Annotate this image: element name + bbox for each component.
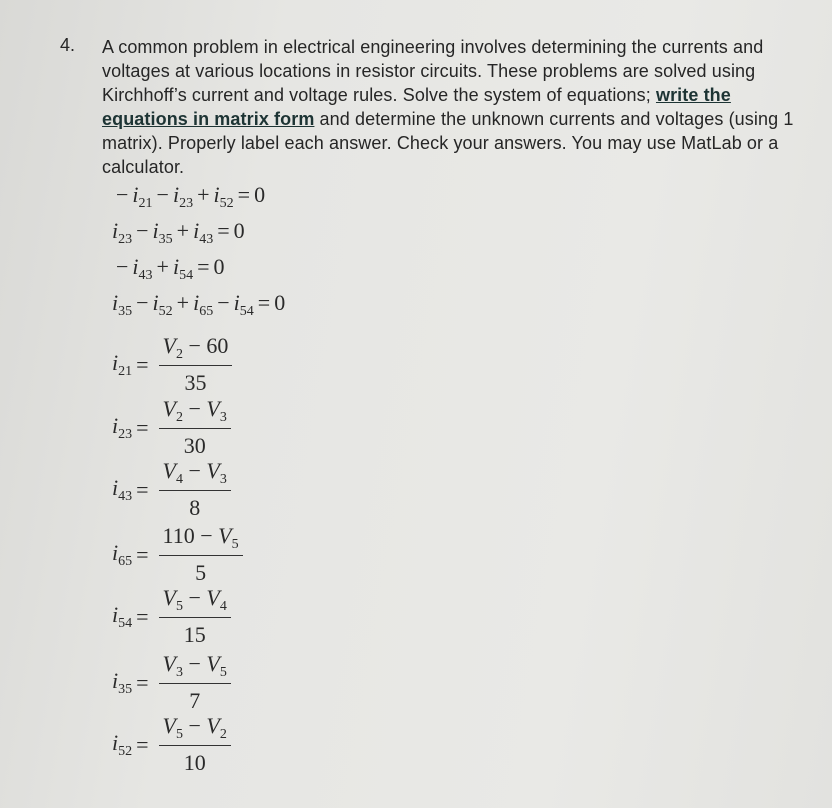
numerator xyxy=(159,585,231,618)
fraction xyxy=(159,585,231,648)
operator: − xyxy=(136,218,149,243)
fraction xyxy=(159,713,231,776)
fraction xyxy=(159,458,231,521)
denominator: 5 xyxy=(195,560,207,585)
kcl-equation xyxy=(112,290,285,320)
variable xyxy=(112,475,132,505)
numerator xyxy=(159,396,231,429)
operator: + xyxy=(197,182,210,207)
variable-subscript: 2 xyxy=(176,410,183,425)
variable-symbol: V xyxy=(162,713,176,738)
variable-symbol: i xyxy=(112,218,119,243)
fraction xyxy=(159,523,243,586)
variable-subscript: 35 xyxy=(118,304,133,319)
variable xyxy=(152,218,173,247)
constant: 0 xyxy=(213,254,225,279)
variable xyxy=(233,290,254,319)
variable-subscript: 35 xyxy=(158,232,173,247)
variable xyxy=(162,651,183,680)
variable xyxy=(152,290,173,319)
kcl-equation xyxy=(112,218,245,248)
numerator-text: − 60 xyxy=(183,333,229,358)
variable xyxy=(162,396,183,425)
equals-sign: = xyxy=(136,731,149,757)
denominator: 30 xyxy=(183,433,206,458)
variable-subscript: 65 xyxy=(118,553,133,569)
variable xyxy=(206,651,227,680)
numerator-text: 110 − xyxy=(162,523,219,548)
constant: 0 xyxy=(233,218,245,243)
variable-subscript: 52 xyxy=(158,304,173,319)
equals-sign: = xyxy=(136,669,149,695)
variable-symbol: V xyxy=(206,396,220,421)
variable-symbol: i xyxy=(193,218,200,243)
variable xyxy=(162,713,183,742)
variable xyxy=(193,290,214,319)
variable-symbol: i xyxy=(193,290,200,315)
variable xyxy=(132,254,153,283)
constant: 0 xyxy=(254,182,266,207)
variable-symbol: i xyxy=(112,729,119,755)
numerator xyxy=(159,333,233,366)
variable-subscript: 4 xyxy=(176,472,183,487)
variable-subscript: 21 xyxy=(118,363,133,379)
variable xyxy=(112,350,132,380)
current-equation xyxy=(112,396,231,459)
operator: − xyxy=(217,290,230,315)
variable-subscript: 43 xyxy=(118,488,133,504)
variable xyxy=(132,182,153,211)
denominator: 7 xyxy=(189,688,201,713)
operator: − xyxy=(116,254,129,279)
kcl-equation xyxy=(112,182,265,212)
current-equation xyxy=(112,713,231,776)
variable-symbol: V xyxy=(206,651,220,676)
numerator-text: − xyxy=(183,458,207,483)
equals-sign: = xyxy=(136,603,149,629)
numerator xyxy=(159,651,231,684)
variable-subscript: 23 xyxy=(179,196,194,211)
variable-symbol: i xyxy=(213,182,220,207)
variable xyxy=(172,254,194,283)
variable xyxy=(218,523,239,552)
variable-symbol: V xyxy=(206,585,220,610)
numerator-text: − xyxy=(183,713,207,738)
variable-subscript: 5 xyxy=(176,727,183,742)
variable-symbol: i xyxy=(152,290,159,315)
variable-subscript: 2 xyxy=(219,727,227,742)
variable-subscript: 52 xyxy=(219,196,234,211)
fraction xyxy=(159,651,231,714)
current-equation xyxy=(112,523,243,586)
variable-symbol: i xyxy=(112,601,119,627)
variable-subscript: 43 xyxy=(199,232,214,247)
problem-number: 4. xyxy=(60,35,76,55)
numerator xyxy=(159,713,231,746)
variable-subscript: 23 xyxy=(118,232,133,247)
numerator-text: − xyxy=(183,651,207,676)
variable-symbol: V xyxy=(206,458,220,483)
numerator xyxy=(159,458,231,491)
variable-subscript: 4 xyxy=(219,599,227,614)
operator: − xyxy=(156,182,169,207)
variable-subscript: 5 xyxy=(231,537,239,552)
fraction xyxy=(159,396,231,459)
denominator: 10 xyxy=(183,750,206,775)
operator: + xyxy=(156,254,169,279)
variable xyxy=(112,218,133,247)
variable xyxy=(206,458,227,487)
operator: − xyxy=(136,290,149,315)
variable-symbol: V xyxy=(218,523,232,548)
variable-symbol: i xyxy=(112,412,119,438)
current-equation xyxy=(112,651,231,714)
variable-subscript: 3 xyxy=(219,472,227,487)
variable xyxy=(112,730,132,760)
variable-symbol: i xyxy=(152,218,159,243)
variable-symbol: V xyxy=(162,585,176,610)
variable-symbol: i xyxy=(172,254,180,279)
variable-symbol: i xyxy=(233,290,240,315)
variable-symbol: V xyxy=(206,713,220,738)
constant: 0 xyxy=(274,290,286,315)
operator: − xyxy=(116,182,129,207)
variable xyxy=(162,458,183,487)
equals-sign: = xyxy=(136,541,149,567)
denominator: 15 xyxy=(183,622,206,647)
problem-statement xyxy=(102,35,802,179)
variable xyxy=(112,668,132,698)
operator: = xyxy=(197,254,210,279)
variable-subscript: 5 xyxy=(176,599,183,614)
variable xyxy=(162,333,183,362)
variable-subscript: 35 xyxy=(118,681,133,697)
variable-subscript: 5 xyxy=(219,665,227,680)
variable-symbol: i xyxy=(112,349,119,375)
current-equation xyxy=(112,585,231,648)
equals-sign: = xyxy=(136,351,149,377)
denominator: 35 xyxy=(184,370,207,395)
variable-subscript: 2 xyxy=(176,347,183,362)
operator: = xyxy=(237,182,251,207)
variable-symbol: i xyxy=(112,539,119,565)
operator: + xyxy=(176,218,190,243)
variable-symbol: i xyxy=(112,474,119,500)
denominator: 8 xyxy=(189,495,201,520)
variable-subscript: 54 xyxy=(239,304,254,319)
variable-subscript: 3 xyxy=(176,665,183,680)
variable-subscript: 3 xyxy=(219,410,227,425)
variable-symbol: i xyxy=(112,290,119,315)
variable xyxy=(112,540,132,570)
variable-symbol: i xyxy=(132,254,139,279)
statement-text: and determine the unknown currents and voltages (using 1 matrix). Properly label each answer. Check your answers. You may use MatLab or a calculator. xyxy=(102,109,794,177)
variable-symbol: i xyxy=(172,182,180,207)
fraction xyxy=(159,333,233,396)
numerator-text: − xyxy=(183,585,207,610)
equals-sign: = xyxy=(136,414,149,440)
numerator xyxy=(159,523,243,556)
variable-subscript: 21 xyxy=(138,196,153,211)
variable xyxy=(112,290,133,319)
kcl-equation xyxy=(112,254,225,284)
variable xyxy=(193,218,214,247)
variable-subscript: 52 xyxy=(118,743,133,759)
variable xyxy=(172,182,194,211)
variable-symbol: V xyxy=(162,651,176,676)
variable xyxy=(112,413,132,443)
variable-symbol: V xyxy=(162,333,176,358)
operator: = xyxy=(217,218,230,243)
variable-symbol: V xyxy=(162,396,176,421)
variable xyxy=(112,602,132,632)
current-equation xyxy=(112,458,231,521)
variable-subscript: 54 xyxy=(118,615,133,631)
variable-symbol: V xyxy=(162,458,176,483)
variable-subscript: 23 xyxy=(118,426,133,442)
variable xyxy=(206,585,227,614)
current-equation xyxy=(112,333,232,396)
variable-subscript: 43 xyxy=(138,268,153,283)
statement-text: A common problem in electrical engineering involves determining the currents and voltages at various locations in resistor circuits. These problems are solved using Kirchhoff’s current and voltage rules. Solve the system of equations; xyxy=(102,37,764,105)
variable xyxy=(206,396,227,425)
variable xyxy=(162,585,183,614)
variable-subscript: 65 xyxy=(199,304,214,319)
equals-sign: = xyxy=(136,476,149,502)
operator: + xyxy=(176,290,190,315)
variable-subscript: 54 xyxy=(179,268,194,283)
operator: = xyxy=(257,290,271,315)
variable xyxy=(206,713,227,742)
numerator-text: − xyxy=(183,396,207,421)
variable-symbol: i xyxy=(132,182,139,207)
variable-symbol: i xyxy=(112,667,119,693)
emphasized-instruction: write the equations in matrix form xyxy=(102,85,731,129)
variable xyxy=(213,182,234,211)
